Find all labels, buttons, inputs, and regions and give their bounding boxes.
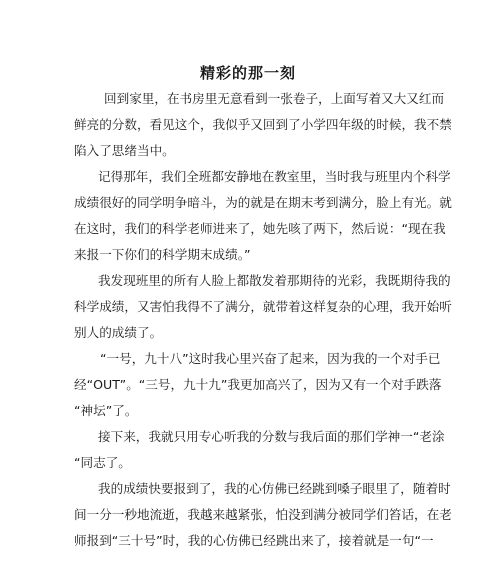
text-line: 鲜亮的分数，看见这个，我似乎又回到了小学四年级的时候，我不禁 (74, 117, 452, 132)
text-line: “同志了。 (74, 455, 131, 470)
text-line: 师报到“三十号”时，我的心仿佛已经跳出来了，接着就是一句“一 (74, 533, 434, 548)
text-line: 经“OUT”。“三号，九十九”我更加高兴了，因为又有一个对手跌落 (74, 377, 442, 392)
text-line: 成绩很好的同学明争暗斗，为的就是在期末考到满分，脸上有光。就 (74, 195, 452, 210)
text-line: 来报一下你们的科学期末成绩。” (74, 247, 251, 262)
text-line: 间一分一秒地流逝，我越来越紧张，怕没到满分被同学们笞话，在老 (74, 507, 452, 522)
text-line: 我的成绩快要报到了，我的心仿佛已经跳到嗓子眼里了，随着时 (98, 481, 451, 496)
text-line: 我发现班里的所有人脸上都散发着那期待的光彩，我既期待我的 (98, 273, 451, 288)
text-line: 回到家里，在书房里无意看到一张卷子，上面写着又大又红而 (104, 91, 445, 106)
text-line: 在这时，我们的科学老师进来了，她先咳了两下，然后说：“现在我 (74, 221, 446, 236)
text-line: “一号，九十八”这时我心里兴奋了起来，因为我的一个对手已 (100, 351, 441, 366)
text-line: 别人的成绩了。 (74, 325, 163, 340)
text-line: 科学成绩，又害怕我得不了满分，就带着这样复杂的心理，我开始听 (74, 299, 452, 314)
document-title: 精彩的那一刻 (199, 64, 296, 82)
text-line: 记得那年，我们全班都安静地在教室里，当时我与班里内个科学 (98, 169, 451, 184)
text-line: 接下来，我就只用专心听我的分数与我后面的那们学神一“老涂 (98, 429, 445, 444)
text-line: “神坛”了。 (74, 403, 138, 418)
text-line: 陷入了思绪当中。 (74, 143, 175, 158)
